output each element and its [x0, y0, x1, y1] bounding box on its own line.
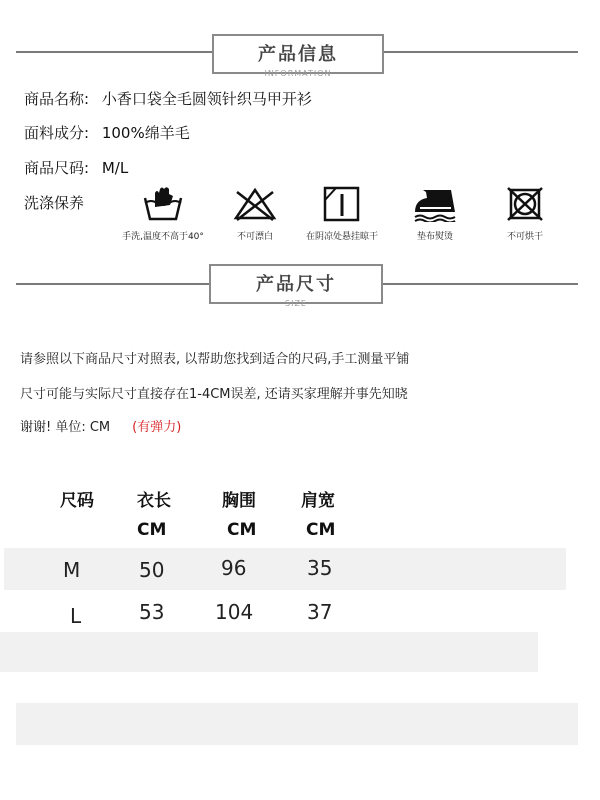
care-item-no-bleach — [220, 186, 290, 242]
size-row — [24, 157, 128, 178]
header-divider-right — [383, 283, 578, 285]
section-header-info — [212, 34, 384, 78]
size-label: 商品尺码: — [24, 159, 90, 177]
size-note-line-2: 尺寸可能与实际尺寸直接存在1-4CM误差, 还请买家理解并事先知晓 — [20, 387, 408, 402]
table-unit-chest: CM — [227, 520, 257, 540]
care-item-hand-wash — [108, 186, 218, 242]
product-name-row — [24, 88, 312, 109]
care-text: 在阴凉处悬挂晾干 — [305, 232, 378, 242]
header-divider-left — [16, 51, 212, 53]
dry-in-shade-icon — [322, 186, 362, 222]
table-header-size: 尺码 — [60, 491, 94, 511]
hand-wash-icon — [141, 186, 185, 222]
iron-with-cloth-icon — [409, 186, 461, 222]
table-cell-size: M — [63, 558, 81, 582]
table-cell-shoulder: 37 — [307, 600, 333, 624]
table-row-stripe — [0, 632, 538, 672]
table-cell-length: 53 — [139, 600, 165, 624]
header-divider-right — [384, 51, 578, 53]
product-name-value: 小香口袋全毛圆领针织马甲开衫 — [101, 90, 312, 108]
fabric-row — [24, 122, 190, 143]
table-cell-shoulder: 35 — [307, 556, 333, 580]
table-cell-chest: 104 — [215, 600, 254, 624]
table-header-length: 衣长 — [137, 491, 171, 511]
care-label: 洗涤保养 — [24, 194, 85, 212]
table-cell-length: 50 — [139, 558, 165, 582]
care-text: 不可烘干 — [506, 232, 543, 242]
table-cell-chest: 96 — [221, 556, 247, 580]
table-unit-shoulder: CM — [306, 520, 336, 540]
care-text: 不可漂白 — [236, 232, 273, 242]
size-note-line-1: 请参照以下商品尺寸对照表, 以帮助您找到适合的尺码,手工测量平铺 — [20, 352, 410, 367]
section-subtitle: INFORMATION — [264, 69, 332, 78]
no-tumble-dry-icon — [503, 186, 547, 222]
elastic-note: (有弹力) — [132, 420, 182, 435]
no-bleach-icon — [233, 186, 277, 222]
table-row-stripe — [16, 703, 578, 745]
section-title: 产品信息 — [258, 44, 338, 65]
size-value: M/L — [101, 159, 129, 177]
table-unit-length: CM — [137, 520, 167, 540]
product-name-label: 商品名称: — [24, 90, 90, 108]
care-item-dry-in-shade — [292, 186, 392, 242]
table-row-stripe — [4, 548, 566, 590]
size-note-line-3 — [20, 416, 181, 435]
fabric-value: 100%绵羊毛 — [101, 124, 190, 142]
table-header-shoulder: 肩宽 — [301, 491, 335, 511]
table-cell-size: L — [70, 604, 82, 628]
section-title: 产品尺寸 — [256, 274, 336, 295]
header-divider-left — [16, 283, 209, 285]
care-item-no-tumble-dry — [490, 186, 560, 242]
care-text: 手洗,温度不高于40° — [122, 232, 204, 242]
care-text: 垫布熨烫 — [416, 232, 453, 242]
size-note-unit: 谢谢! 单位: CM — [20, 420, 111, 435]
fabric-label: 面料成分: — [24, 124, 90, 142]
care-item-iron-with-cloth — [400, 186, 470, 242]
section-header-size — [209, 264, 383, 308]
section-subtitle: SIZE — [285, 299, 307, 308]
table-header-chest: 胸围 — [222, 491, 256, 511]
